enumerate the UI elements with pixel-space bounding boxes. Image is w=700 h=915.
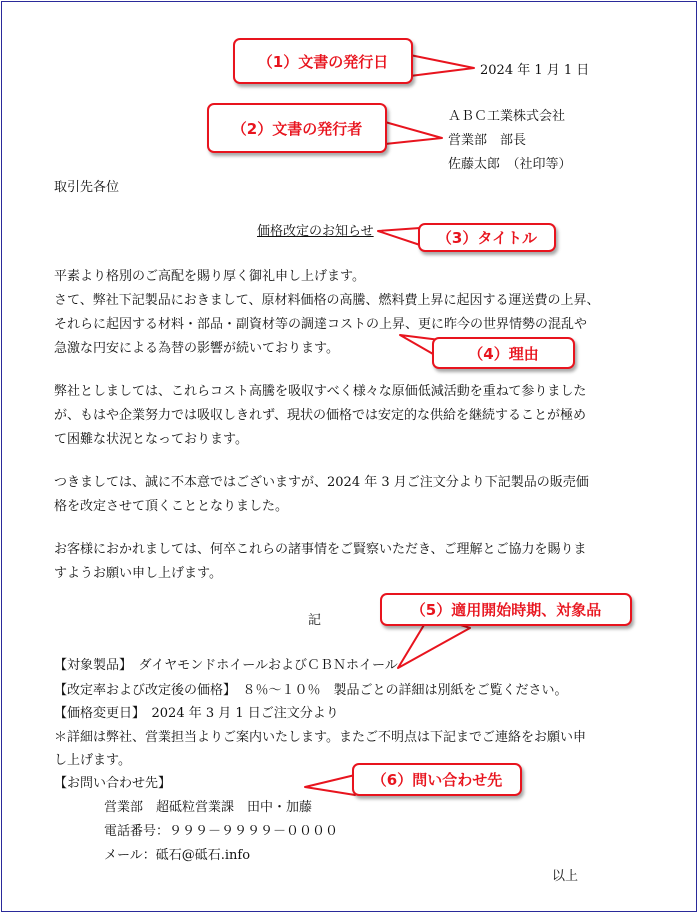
closing: 以上 [552,869,579,884]
issuer-department: 営業部 部長 [448,133,527,148]
detail-line: 【お問い合わせ先】 [54,776,172,791]
body-line: 平素より格別のご高配を賜り厚く御礼申し上げます。 [54,269,365,284]
body-line: 格を改定させて頂くこととなりました。 [54,499,289,514]
document-title: 価格改定のお知らせ [257,224,374,239]
callout-title: （3）タイトル [418,223,556,252]
detail-line: 【対象製品】 ダイヤモンドホイールおよびＣＢＮホイール [54,658,398,673]
detail-line: 【価格変更日】 2024 年 3 月 1 日ご注文分より [54,706,339,721]
ki-heading: 記 [308,613,322,628]
callout-contact: （6）問い合わせ先 [352,763,522,796]
body-line: すようお願い申し上げます。 [54,566,222,581]
issuer-name: 佐藤太郎 （社印等） [448,157,572,172]
callout-issue-date: （1）文書の発行日 [233,38,413,84]
body-line: て困難な状況となっております。 [54,432,248,447]
body-line: つきましては、誠に不本意ではございますが、2024 年 3 月ご注文分より下記製品の販売価 [54,475,589,490]
issuer-company: ＡＢＣ工業株式会社 [448,109,566,124]
callout-issuer: （2）文書の発行者 [207,103,387,153]
callout-pointer-1 [410,55,474,76]
body-line: さて、弊社下記製品におきまして、原材料価格の高騰、燃料費上昇に起因する運送費の上昇、 [54,293,600,308]
issue-date: 2024 年 1 月 1 日 [480,63,590,78]
callout-pointer-2 [385,122,442,144]
body-line: それらに起因する材料・部品・副資材等の調達コストの上昇、更に昨今の世界情勢の混乱や [54,317,588,332]
recipient: 取引先各位 [54,180,120,195]
body-line: 急激な円安による為替の影響が続いております。 [54,341,339,356]
detail-line: ＊詳細は弊社、営業担当よりご案内いたします。またご不明点は下記までご連絡をお願い申 [54,730,586,745]
detail-line: し上げます。 [54,753,131,768]
body-line: 弊社としましては、これらコスト高騰を吸収すべく様々な原価低減活動を重ねて参りました [54,384,587,399]
body-line: お客様におかれましては、何卒これらの諸事情をご賢察いただき、ご理解とご協力を賜りま [54,542,587,557]
callout-reason: （4）理由 [432,337,575,369]
body-line: が、もはや企業努力では吸収しきれず、現状の価格では安定的な供給を継続することが極め [54,408,586,423]
contact-line: 営業部 超砥粒営業課 田中・加藤 [104,800,313,815]
callout-pointer-6 [305,775,355,795]
callout-effective-date-products: （5）適用開始時期、対象品 [380,593,632,626]
callout-pointer-3 [378,228,420,245]
detail-line: 【改定率および改定後の価格】 ８％～１０％ 製品ごとの詳細は別紙をご覧ください。 [54,683,568,698]
contact-line: メール：砥石@砥石.info [104,848,251,863]
contact-line: 電話番号：９９９－９９９９－００００ [104,824,339,839]
